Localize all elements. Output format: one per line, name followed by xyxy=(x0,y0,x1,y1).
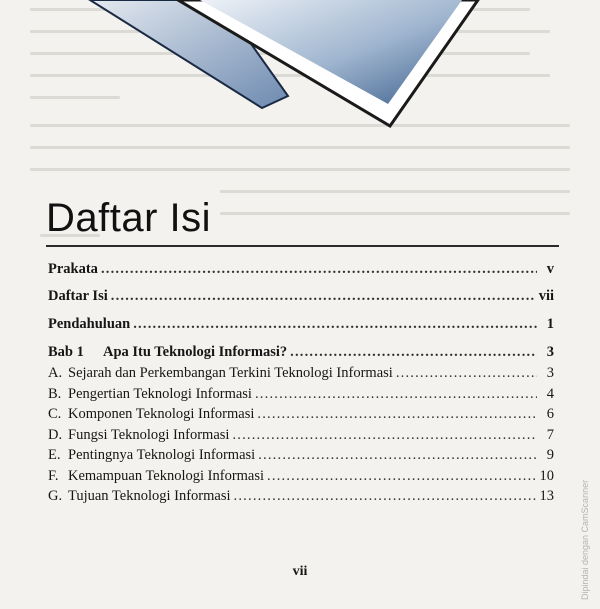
section-title: Sejarah dan Perkembangan Terkini Teknologi Informasi xyxy=(68,365,393,381)
leader-dots xyxy=(290,344,537,361)
section-title: Pentingnya Teknologi Informasi xyxy=(68,447,256,463)
leader-dots xyxy=(133,316,537,333)
section-page: 10 xyxy=(539,468,554,484)
section-title: Kemampuan Teknologi Informasi xyxy=(68,468,265,484)
section-title: Fungsi Teknologi Informasi xyxy=(68,427,230,443)
toc-entry[interactable] xyxy=(48,316,554,334)
section-page: 13 xyxy=(539,488,554,504)
toc-section[interactable] xyxy=(48,447,554,465)
toc-section[interactable] xyxy=(48,365,554,383)
leader-dots xyxy=(396,365,537,382)
section-letter: A. xyxy=(48,365,63,381)
leader-dots xyxy=(234,488,537,505)
toc-entry-page: v xyxy=(546,261,554,277)
section-page: 4 xyxy=(546,386,554,402)
toc-chapter[interactable] xyxy=(48,344,554,362)
section-page: 3 xyxy=(546,365,554,381)
section-letter: C. xyxy=(48,406,62,422)
scanner-watermark: Dipindai dengan CamScanner xyxy=(580,479,590,600)
leader-dots xyxy=(267,468,536,485)
toc-section[interactable] xyxy=(48,468,554,486)
section-title: Tujuan Teknologi Informasi xyxy=(68,488,231,504)
leader-dots xyxy=(255,386,537,403)
toc-entry-page: 1 xyxy=(546,316,554,332)
leader-dots xyxy=(232,427,537,444)
toc-section[interactable] xyxy=(48,427,554,445)
leader-dots xyxy=(111,288,536,305)
page-number: vii xyxy=(292,564,308,579)
toc-section[interactable] xyxy=(48,386,554,404)
toc-entry-label: Prakata xyxy=(48,261,98,277)
chapter-page: 3 xyxy=(546,344,554,360)
section-page: 7 xyxy=(546,427,554,443)
toc-section[interactable] xyxy=(48,488,554,506)
section-letter: B. xyxy=(48,386,62,402)
page-title: Daftar Isi xyxy=(46,196,212,240)
section-title: Pengertian Teknologi Informasi xyxy=(68,386,252,402)
leader-dots xyxy=(101,261,537,278)
toc-section[interactable] xyxy=(48,406,554,424)
section-title: Komponen Teknologi Informasi xyxy=(68,406,255,422)
section-letter: D. xyxy=(48,427,63,443)
section-letter: G. xyxy=(48,488,63,504)
section-page: 6 xyxy=(546,406,554,422)
toc-entry-label: Daftar Isi xyxy=(48,288,108,304)
toc-entry[interactable] xyxy=(48,288,554,306)
section-letter: F. xyxy=(48,468,59,484)
leader-dots xyxy=(258,447,537,464)
section-page: 9 xyxy=(546,447,554,463)
toc-entry[interactable] xyxy=(48,261,554,279)
toc-entry-page: vii xyxy=(538,288,554,304)
chapter-title: Apa Itu Teknologi Informasi? xyxy=(103,344,288,360)
toc-entry-label: Pendahuluan xyxy=(48,316,131,332)
section-letter: E. xyxy=(48,447,61,463)
title-underline xyxy=(46,245,559,247)
leader-dots xyxy=(257,406,537,423)
chapter-number: Bab 1 xyxy=(48,344,84,360)
